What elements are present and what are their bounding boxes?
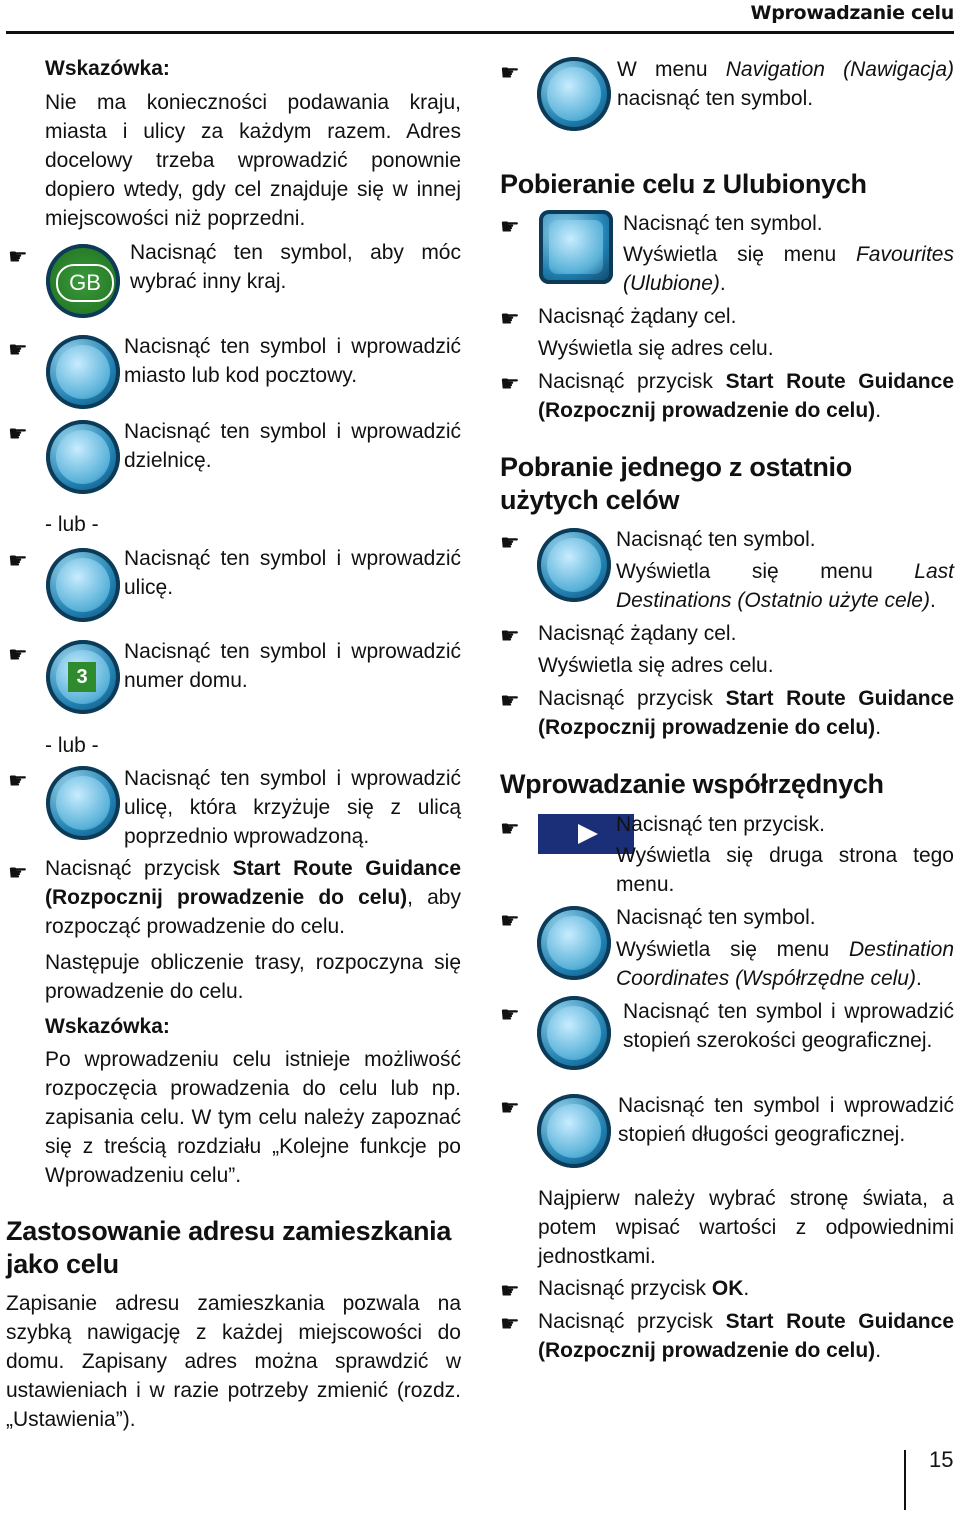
page-number-rule [904, 1450, 906, 1510]
longitude-icon[interactable] [537, 1094, 611, 1168]
coord-step-6: Nacisnąć ten symbol i wprowadzić stopień długości geograficznej. [618, 1094, 954, 1146]
home-heading: Zastosowanie adresu zamieszkania jako celu [6, 1216, 452, 1279]
last-step-1: Nacisnąć ten symbol. [616, 528, 816, 551]
pointing-hand-icon: ☛ [500, 60, 520, 85]
home-step: W menu Navigation (Nawigacja) nacisnąć ten symbol. [617, 58, 954, 110]
fav-step-4: Wyświetla się adres celu. [538, 337, 774, 360]
fav-step-1: Nacisnąć ten symbol. [623, 212, 823, 235]
tip1-label: Wskazówka: [45, 57, 170, 80]
gb-badge: GB [56, 264, 114, 302]
step-house: Nacisnąć ten symbol i wprowadzić numer domu. [124, 640, 461, 692]
pointing-hand-icon: ☛ [8, 548, 28, 573]
coord-step-9: Nacisnąć przycisk Start Route Guidance (Rozpocznij prowadzenie do celu). [538, 1310, 954, 1362]
last-step-5: Nacisnąć przycisk Start Route Guidance (Rozpocznij prowadzenie do celu). [538, 687, 954, 739]
home-icon[interactable] [537, 57, 611, 131]
street-icon[interactable] [46, 548, 120, 622]
page-number: 15 [929, 1447, 954, 1472]
country-icon[interactable] [46, 244, 120, 318]
district-icon[interactable] [46, 420, 120, 494]
pointing-hand-icon: ☛ [8, 642, 28, 667]
pointing-hand-icon: ☛ [500, 371, 520, 396]
last-destinations-icon[interactable] [537, 528, 611, 602]
pointing-hand-icon: ☛ [500, 816, 520, 841]
step-district: Nacisnąć ten symbol i wprowadzić dzielnicę. [124, 420, 461, 472]
pointing-hand-icon: ☛ [500, 306, 520, 331]
latitude-icon[interactable] [537, 996, 611, 1070]
last-step-4: Wyświetla się adres celu. [538, 654, 774, 677]
home-text: Zapisanie adresu zamieszkania pozwala na szybką nawigację z każdej miejscowości do domu. Zapisany adres można sprawdzić w ustawieniach i w razie potrzeby zmienić (rozdz. „Ustawienia”). [6, 1292, 461, 1431]
pointing-hand-icon: ☛ [8, 860, 28, 885]
coord-step-4: Wyświetla się menu Destination Coordinates (Współrzędne celu). [616, 938, 954, 990]
result-text: Następuje obliczenie trasy, rozpoczyna się prowadzenie do celu. [45, 951, 461, 1003]
coord-step-5: Nacisnąć ten symbol i wprowadzić stopień szerokości geograficznej. [623, 1000, 954, 1052]
pointing-hand-icon: ☛ [500, 214, 520, 239]
tip1-text: Nie ma konieczności podawania kraju, miasta i ulicy za każdym razem. Adres docelowy trzeba wprowadzić ponownie dopiero wtedy, gdy cel znajduje się w innej miejscowości niż poprzedni. [45, 91, 461, 230]
pointing-hand-icon: ☛ [8, 337, 28, 362]
pointing-hand-icon: ☛ [500, 688, 520, 713]
pointing-hand-icon: ☛ [8, 421, 28, 446]
pointing-hand-icon: ☛ [500, 530, 520, 555]
header-rule [6, 31, 954, 34]
pointing-hand-icon: ☛ [500, 908, 520, 933]
favourites-heading: Pobieranie celu z Ulubionych [500, 169, 867, 199]
fav-step-5: Nacisnąć przycisk Start Route Guidance (Rozpocznij prowadzenie do celu). [538, 370, 954, 422]
fav-step-2: Wyświetla się menu Favourites (Ulubione). [623, 243, 954, 295]
pointing-hand-icon: ☛ [8, 768, 28, 793]
tip2-label: Wskazówka: [45, 1015, 170, 1038]
or-separator: - lub - [45, 734, 99, 757]
city-icon[interactable] [46, 335, 120, 409]
last-step-2: Wyświetla się menu Last Destinations (Ostatnio użyte cele). [616, 560, 954, 612]
pointing-hand-icon: ☛ [500, 1095, 520, 1120]
step-street: Nacisnąć ten symbol i wprowadzić ulicę. [124, 547, 461, 599]
pointing-hand-icon: ☛ [500, 1311, 520, 1336]
fav-step-3: Nacisnąć żądany cel. [538, 305, 737, 328]
coord-step-7: Najpierw należy wybrać stronę świata, a potem wpisać wartości z odpowiednimi jednostkami. [538, 1187, 954, 1268]
coord-step-3: Nacisnąć ten symbol. [616, 906, 816, 929]
start-route-guidance-button-label: Start Route Guidance (Rozpocznij prowadzenie do celu) [45, 857, 461, 909]
page-header-title: Wprowadzanie celu [750, 2, 954, 24]
coordinates-heading: Wprowadzanie współrzędnych [500, 769, 884, 799]
coord-step-8: Nacisnąć przycisk OK. [538, 1277, 750, 1300]
coord-step-2: Wyświetla się druga strona tego menu. [616, 844, 954, 896]
house-number-glyph: 3 [68, 662, 96, 692]
step-city: Nacisnąć ten symbol i wprowadzić miasto lub kod pocztowy. [124, 335, 461, 387]
favourites-icon[interactable] [539, 210, 613, 284]
crossing-street-icon[interactable] [46, 766, 120, 840]
or-separator: - lub - [45, 513, 99, 536]
pointing-hand-icon: ☛ [500, 623, 520, 648]
pointing-hand-icon: ☛ [500, 1002, 520, 1027]
step-cross: Nacisnąć ten symbol i wprowadzić ulicę, która krzyżuje się z ulicą poprzednio wprowadzoną. [124, 767, 461, 848]
step-start-guidance: Nacisnąć przycisk Start Route Guidance (Rozpocznij prowadzenie do celu), aby rozpocząć prowadzenie do celu. [45, 857, 461, 938]
tip2-text: Po wprowadzeniu celu istnieje możliwość rozpoczęcia prowadzenia do celu lub np. zapisania celu. W tym celu należy zapoznać się z treścią rozdziału „Kolejne funkcje po Wprowadzeniu celu”. [45, 1048, 461, 1187]
last-destinations-heading: Pobranie jednego z ostatnio użytych celów [500, 452, 852, 515]
pointing-hand-icon: ☛ [500, 1278, 520, 1303]
house-number-icon[interactable] [46, 640, 120, 714]
step-country: Nacisnąć ten symbol, aby móc wybrać inny kraj. [130, 241, 461, 293]
pointing-hand-icon: ☛ [8, 244, 28, 269]
coordinates-globe-icon[interactable] [537, 906, 611, 980]
coord-step-1: Nacisnąć ten przycisk. [616, 813, 825, 836]
last-step-3: Nacisnąć żądany cel. [538, 622, 737, 645]
